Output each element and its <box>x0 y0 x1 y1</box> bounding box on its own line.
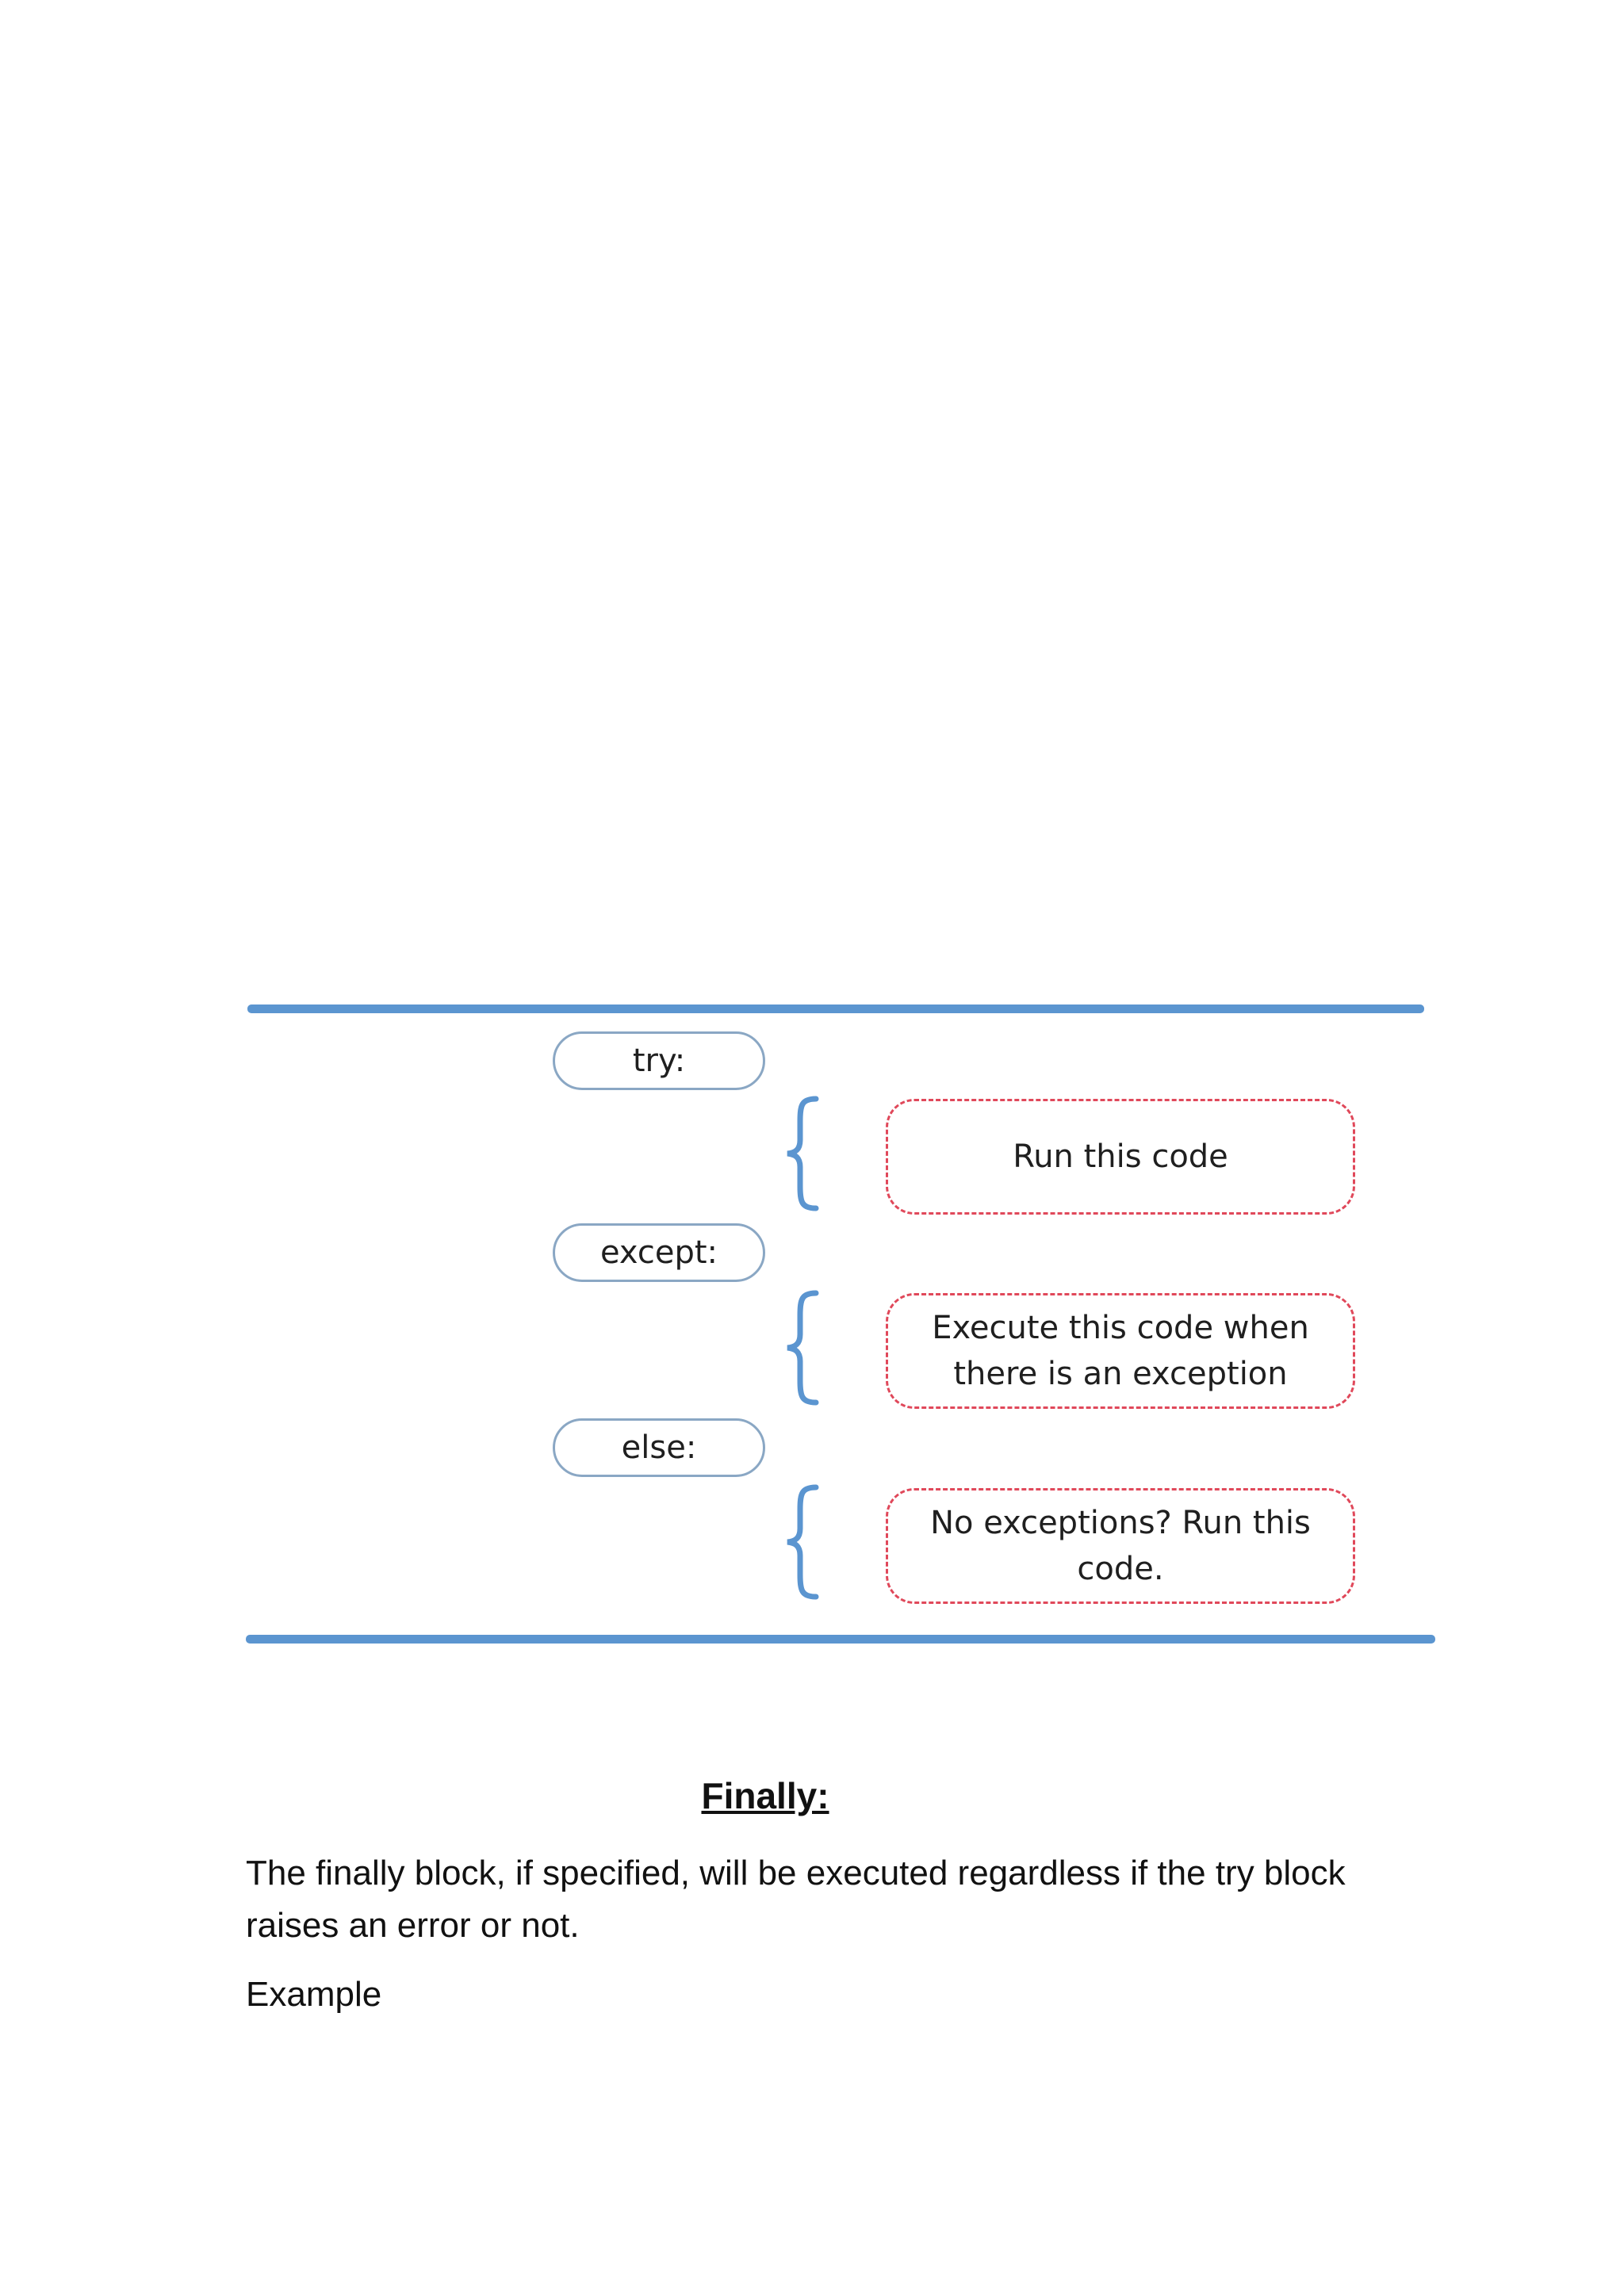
curly-brace-icon <box>781 1483 821 1601</box>
diagram-top-rule <box>247 1004 1424 1013</box>
try-keyword-label: try: <box>632 1043 686 1079</box>
try-action-text: Run this code <box>1013 1138 1228 1175</box>
except-action-box <box>886 1293 1355 1409</box>
else-action-text: No exceptions? Run this code. <box>930 1505 1311 1587</box>
section-paragraph: The finally block, if specified, will be executed regardless if the try block raises an error or not. <box>246 1854 1346 1945</box>
try-keyword-box <box>553 1031 765 1090</box>
section-heading: Finally: <box>701 1775 829 1816</box>
except-action-text: Execute this code when there is an exception <box>932 1310 1309 1392</box>
curly-brace-icon <box>781 1094 821 1213</box>
diagram-bottom-rule <box>246 1635 1435 1644</box>
else-action-box <box>886 1488 1355 1604</box>
else-keyword-label: else: <box>621 1429 697 1466</box>
except-keyword-box <box>553 1223 765 1282</box>
try-action-box <box>886 1099 1355 1215</box>
else-keyword-box <box>553 1418 765 1477</box>
except-keyword-label: except: <box>599 1234 718 1271</box>
example-label: Example <box>246 1975 382 2014</box>
curly-brace-icon <box>781 1288 821 1407</box>
